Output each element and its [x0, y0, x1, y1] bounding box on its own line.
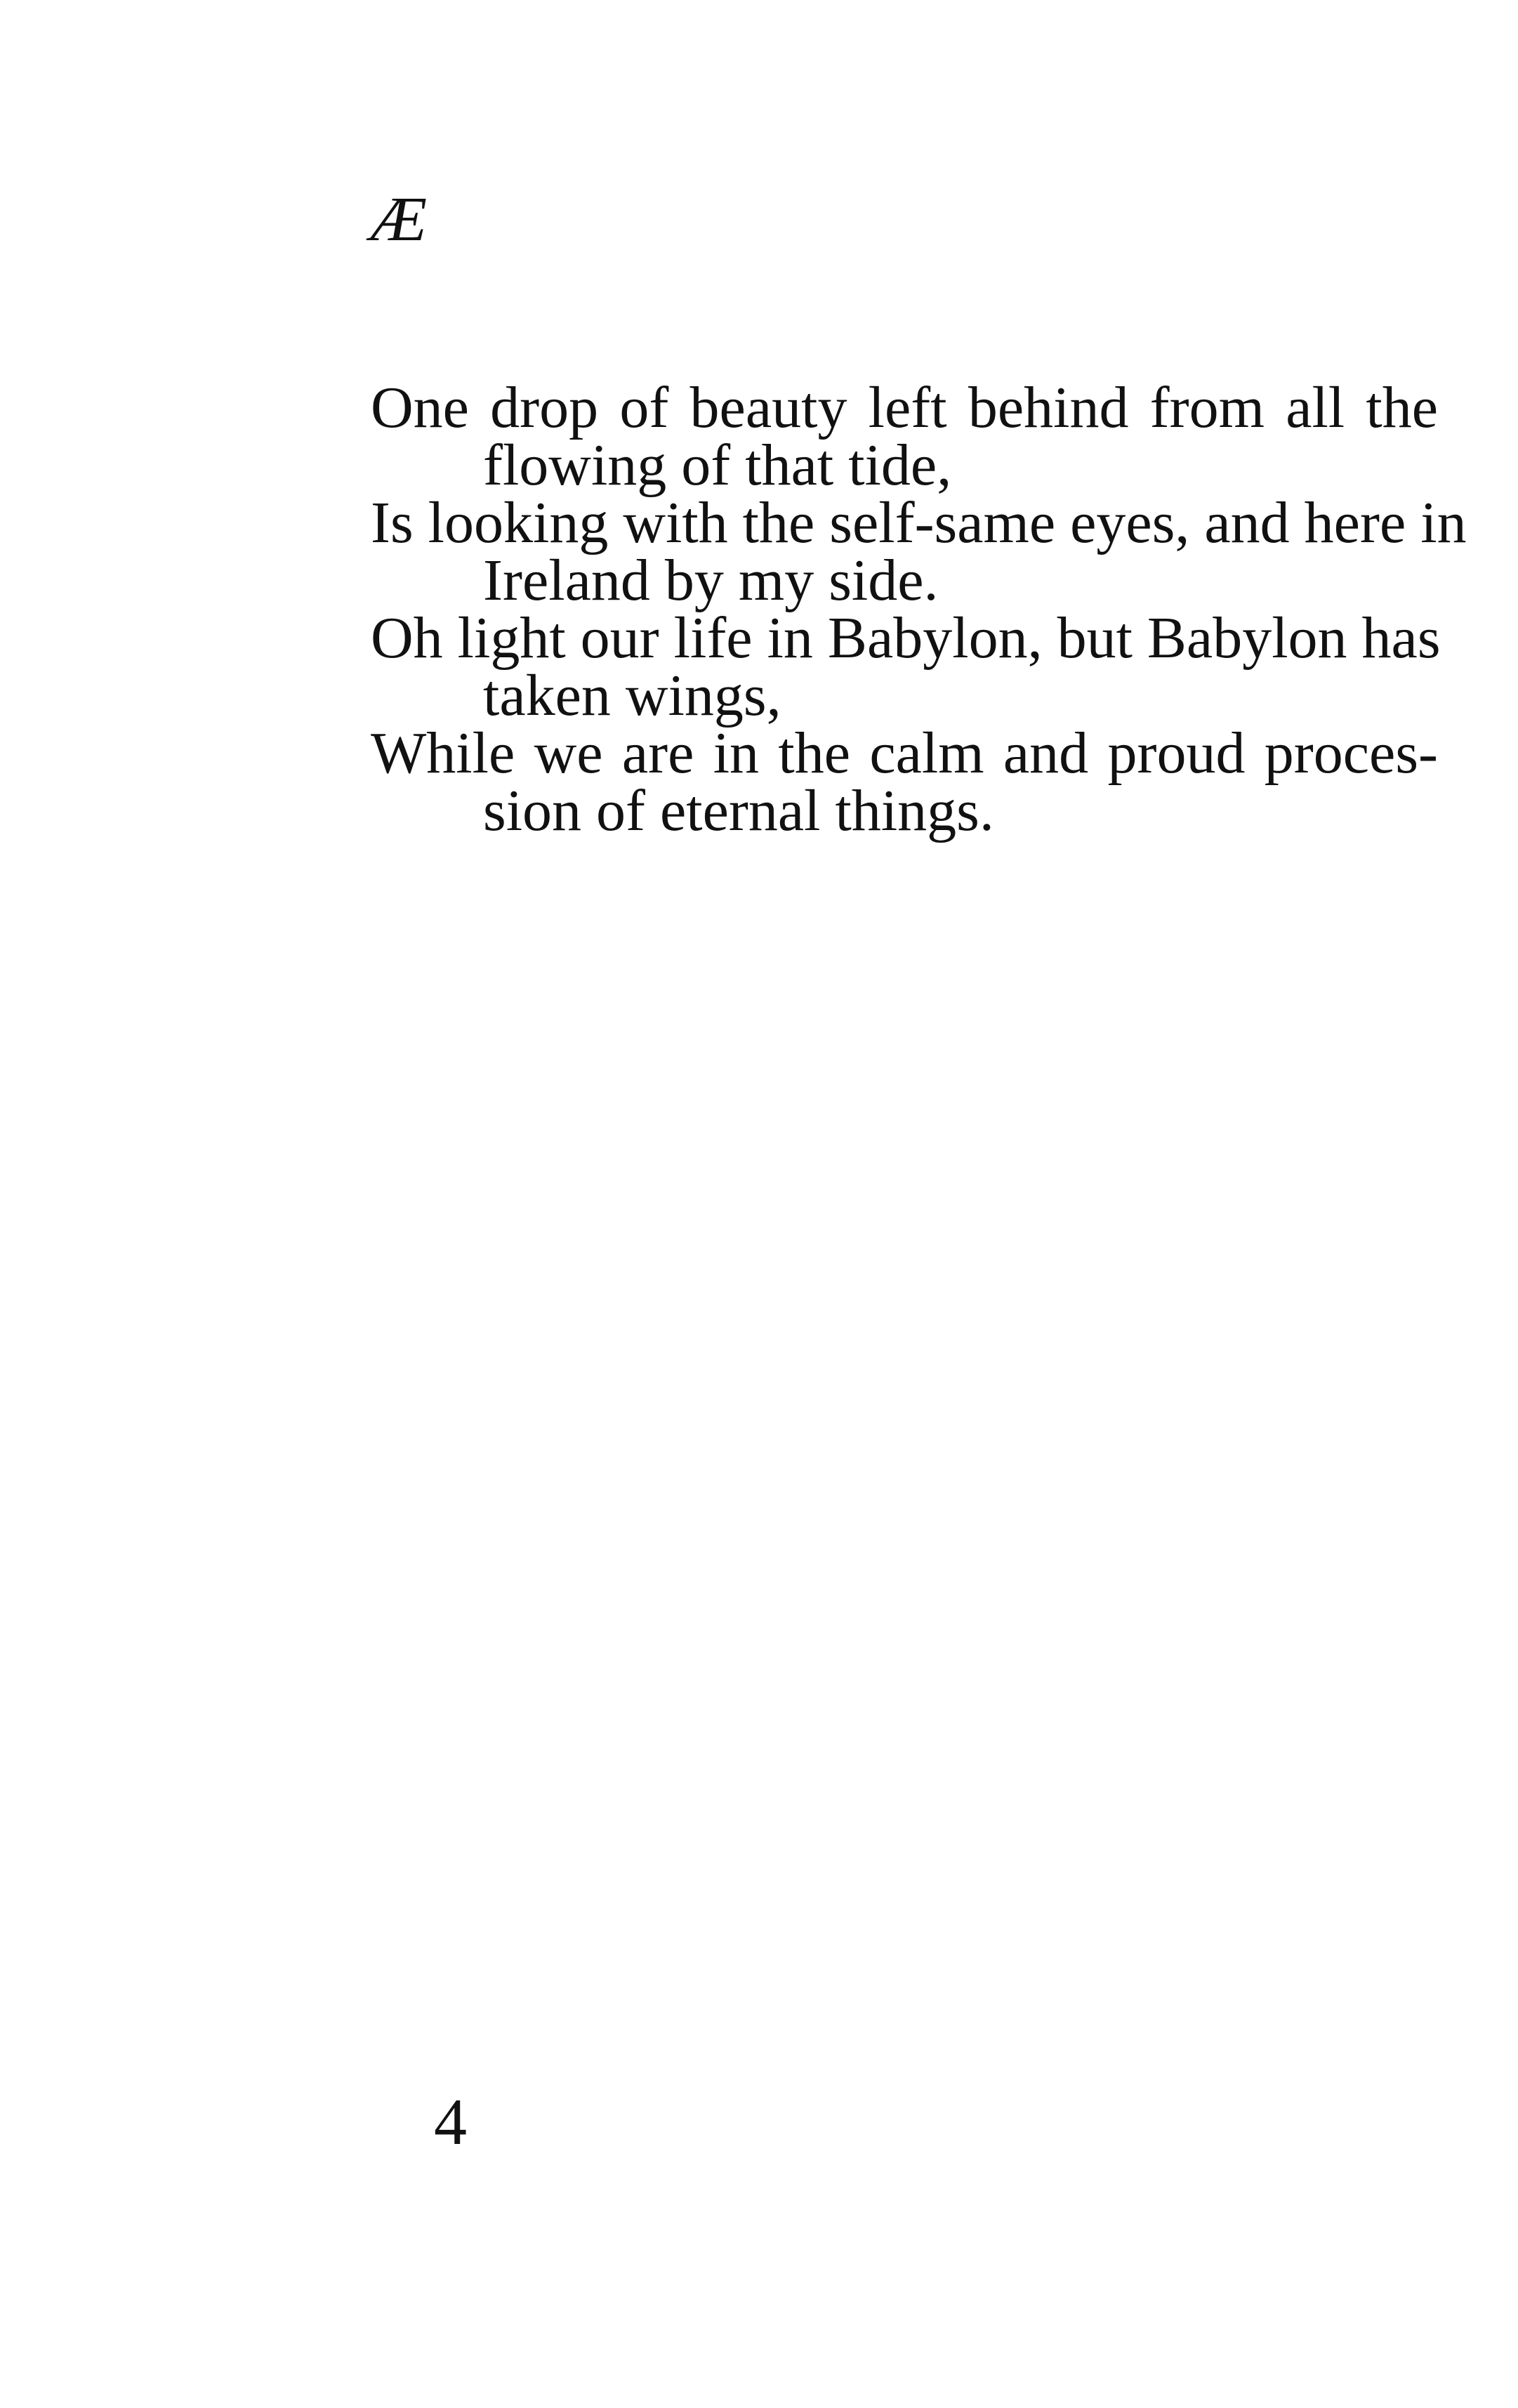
poem-line: Oh light our life in Babylon, but Babylon has	[371, 605, 1441, 671]
poem-line-continuation: sion of eternal things.	[483, 778, 994, 843]
poem-line: Is looking with the self-same eyes, and here in	[371, 490, 1467, 555]
poem-line-continuation: taken wings,	[483, 663, 781, 728]
poem-text	[371, 375, 1467, 843]
page-number: 4	[434, 2086, 467, 2159]
running-head: Æ	[371, 185, 428, 254]
poem-line: While we are in the calm and proud proces-	[371, 721, 1438, 786]
poem-line-continuation: Ireland by my side.	[483, 548, 939, 613]
poem-line-continuation: flowing of that tide,	[483, 433, 952, 498]
poem-line: One drop of beauty left behind from all the	[371, 375, 1438, 440]
